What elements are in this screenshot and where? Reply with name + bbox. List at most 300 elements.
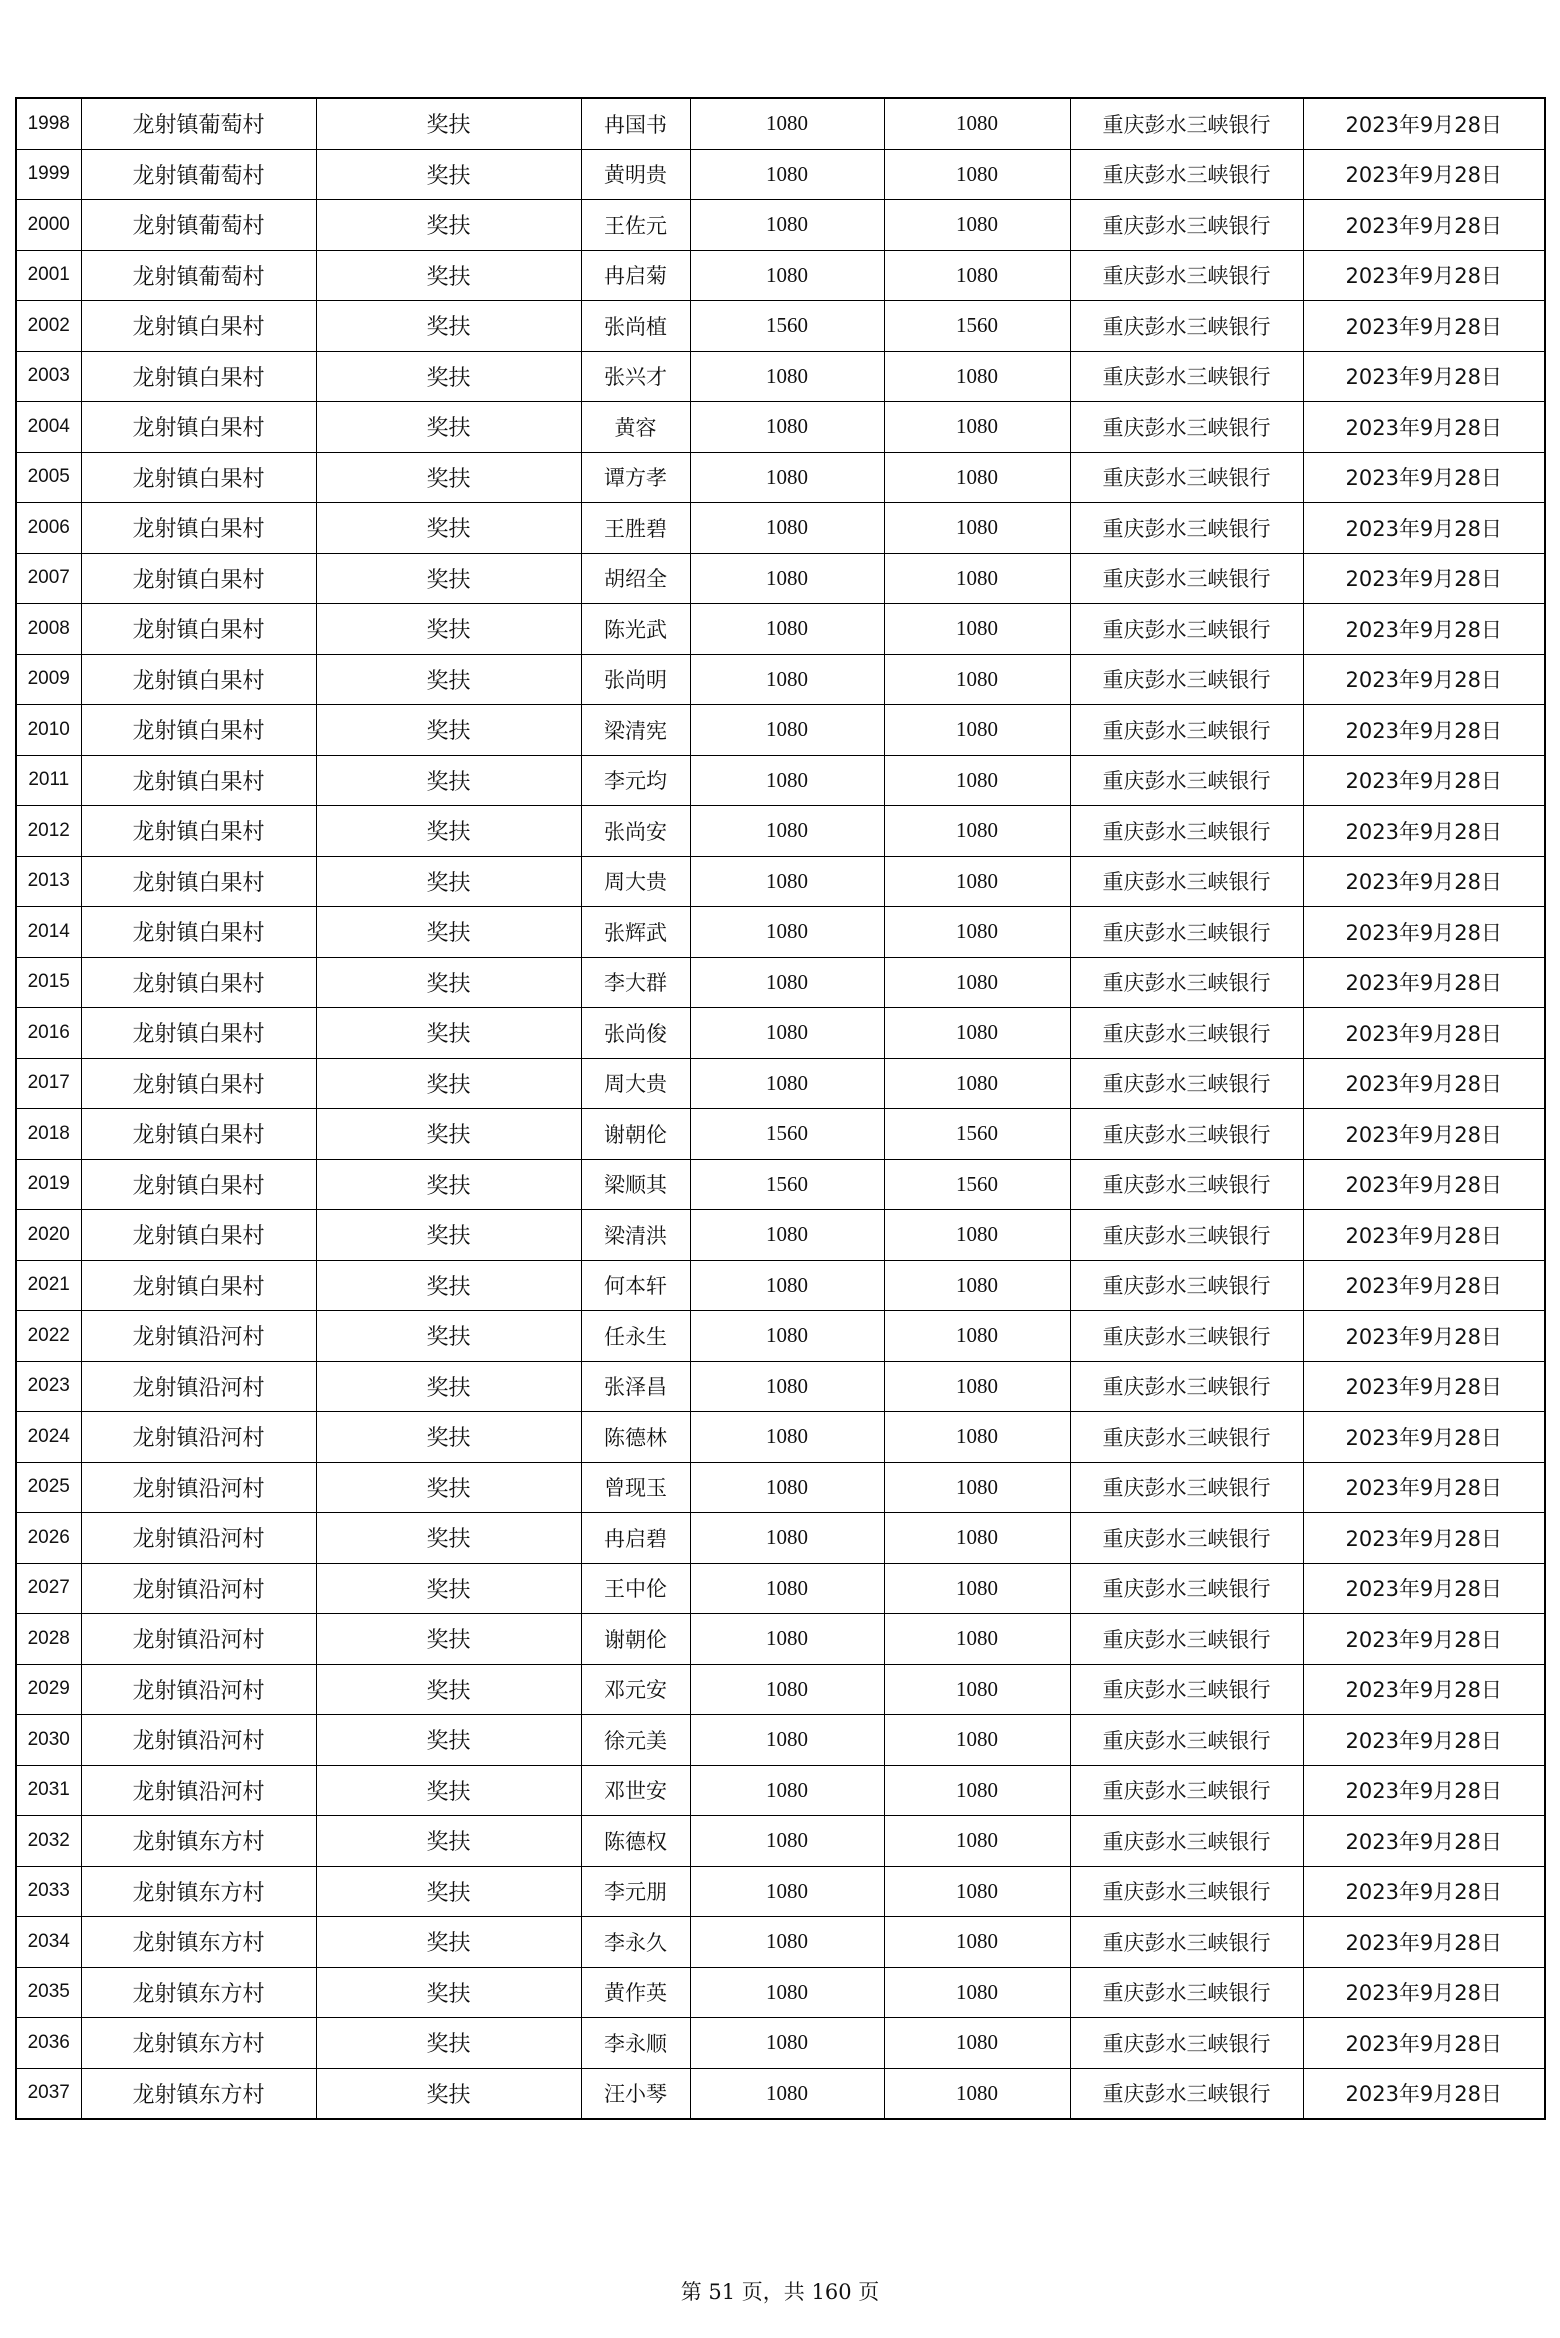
serial-number-cell: 2021 — [16, 1260, 81, 1311]
date-cell: 2023年9月28日 — [1303, 705, 1545, 756]
serial-number-cell: 2011 — [16, 755, 81, 806]
serial-number-cell: 2012 — [16, 806, 81, 857]
bank-cell: 重庆彭水三峡银行 — [1070, 654, 1303, 705]
table-row — [16, 1513, 1545, 1564]
category-cell: 奖扶 — [316, 1866, 581, 1917]
category-cell: 奖扶 — [316, 1159, 581, 1210]
table-row — [16, 705, 1545, 756]
date-cell: 2023年9月28日 — [1303, 654, 1545, 705]
serial-number-cell: 2000 — [16, 200, 81, 251]
village-cell: 龙射镇东方村 — [81, 1816, 316, 1867]
bank-cell: 重庆彭水三峡银行 — [1070, 351, 1303, 402]
serial-number-cell: 2004 — [16, 402, 81, 453]
serial-number-cell: 2014 — [16, 907, 81, 958]
name-cell: 陈德林 — [581, 1412, 690, 1463]
amount-due-cell: 1080 — [690, 1311, 884, 1362]
amount-paid-cell: 1080 — [884, 2068, 1070, 2119]
amount-due-cell: 1080 — [690, 250, 884, 301]
amount-due-cell: 1080 — [690, 1614, 884, 1665]
date-cell: 2023年9月28日 — [1303, 957, 1545, 1008]
name-cell: 李元朋 — [581, 1866, 690, 1917]
category-cell: 奖扶 — [316, 856, 581, 907]
amount-paid-cell: 1080 — [884, 1715, 1070, 1766]
category-cell: 奖扶 — [316, 452, 581, 503]
serial-number-cell: 2010 — [16, 705, 81, 756]
serial-number-cell: 2016 — [16, 1008, 81, 1059]
amount-due-cell: 1560 — [690, 301, 884, 352]
name-cell: 冉启菊 — [581, 250, 690, 301]
village-cell: 龙射镇白果村 — [81, 957, 316, 1008]
amount-paid-cell: 1080 — [884, 1311, 1070, 1362]
date-cell: 2023年9月28日 — [1303, 755, 1545, 806]
date-cell: 2023年9月28日 — [1303, 402, 1545, 453]
amount-due-cell: 1560 — [690, 1159, 884, 1210]
serial-number-cell: 2033 — [16, 1866, 81, 1917]
village-cell: 龙射镇白果村 — [81, 402, 316, 453]
amount-paid-cell: 1080 — [884, 1361, 1070, 1412]
category-cell: 奖扶 — [316, 200, 581, 251]
amount-paid-cell: 1080 — [884, 1513, 1070, 1564]
serial-number-cell: 2002 — [16, 301, 81, 352]
date-cell: 2023年9月28日 — [1303, 1513, 1545, 1564]
table-row — [16, 553, 1545, 604]
serial-number-cell: 2019 — [16, 1159, 81, 1210]
amount-due-cell: 1080 — [690, 200, 884, 251]
category-cell: 奖扶 — [316, 1412, 581, 1463]
amount-due-cell: 1080 — [690, 1866, 884, 1917]
village-cell: 龙射镇沿河村 — [81, 1765, 316, 1816]
serial-number-cell: 2009 — [16, 654, 81, 705]
serial-number-cell: 2036 — [16, 2018, 81, 2069]
category-cell: 奖扶 — [316, 149, 581, 200]
serial-number-cell: 2013 — [16, 856, 81, 907]
name-cell: 梁清洪 — [581, 1210, 690, 1261]
village-cell: 龙射镇沿河村 — [81, 1715, 316, 1766]
category-cell: 奖扶 — [316, 402, 581, 453]
village-cell: 龙射镇沿河村 — [81, 1664, 316, 1715]
village-cell: 龙射镇白果村 — [81, 604, 316, 655]
category-cell: 奖扶 — [316, 351, 581, 402]
category-cell: 奖扶 — [316, 1109, 581, 1160]
table-row — [16, 301, 1545, 352]
serial-number-cell: 2017 — [16, 1058, 81, 1109]
bank-cell: 重庆彭水三峡银行 — [1070, 957, 1303, 1008]
village-cell: 龙射镇白果村 — [81, 705, 316, 756]
date-cell: 2023年9月28日 — [1303, 503, 1545, 554]
serial-number-cell: 2022 — [16, 1311, 81, 1362]
amount-paid-cell: 1080 — [884, 604, 1070, 655]
table-row — [16, 1614, 1545, 1665]
amount-due-cell: 1080 — [690, 1563, 884, 1614]
bank-cell: 重庆彭水三峡银行 — [1070, 301, 1303, 352]
amount-due-cell: 1080 — [690, 907, 884, 958]
amount-paid-cell: 1080 — [884, 856, 1070, 907]
date-cell: 2023年9月28日 — [1303, 856, 1545, 907]
category-cell: 奖扶 — [316, 755, 581, 806]
bank-cell: 重庆彭水三峡银行 — [1070, 856, 1303, 907]
bank-cell: 重庆彭水三峡银行 — [1070, 98, 1303, 149]
amount-paid-cell: 1080 — [884, 1765, 1070, 1816]
village-cell: 龙射镇沿河村 — [81, 1462, 316, 1513]
date-cell: 2023年9月28日 — [1303, 351, 1545, 402]
serial-number-cell: 2035 — [16, 1967, 81, 2018]
table-row — [16, 1765, 1545, 1816]
bank-cell: 重庆彭水三峡银行 — [1070, 1008, 1303, 1059]
name-cell: 张尚明 — [581, 654, 690, 705]
amount-due-cell: 1080 — [690, 1210, 884, 1261]
village-cell: 龙射镇白果村 — [81, 654, 316, 705]
serial-number-cell: 2027 — [16, 1563, 81, 1614]
name-cell: 黄作英 — [581, 1967, 690, 2018]
amount-paid-cell: 1080 — [884, 2018, 1070, 2069]
table-row — [16, 1311, 1545, 1362]
amount-due-cell: 1080 — [690, 452, 884, 503]
date-cell: 2023年9月28日 — [1303, 149, 1545, 200]
date-cell: 2023年9月28日 — [1303, 250, 1545, 301]
serial-number-cell: 2018 — [16, 1109, 81, 1160]
village-cell: 龙射镇白果村 — [81, 1008, 316, 1059]
name-cell: 张辉武 — [581, 907, 690, 958]
bank-cell: 重庆彭水三峡银行 — [1070, 2068, 1303, 2119]
date-cell: 2023年9月28日 — [1303, 1008, 1545, 1059]
amount-paid-cell: 1080 — [884, 402, 1070, 453]
bank-cell: 重庆彭水三峡银行 — [1070, 1563, 1303, 1614]
village-cell: 龙射镇沿河村 — [81, 1513, 316, 1564]
name-cell: 谢朝伦 — [581, 1109, 690, 1160]
amount-due-cell: 1080 — [690, 1715, 884, 1766]
category-cell: 奖扶 — [316, 1513, 581, 1564]
amount-due-cell: 1080 — [690, 1361, 884, 1412]
bank-cell: 重庆彭水三峡银行 — [1070, 553, 1303, 604]
table-row — [16, 1917, 1545, 1968]
village-cell: 龙射镇白果村 — [81, 1109, 316, 1160]
category-cell: 奖扶 — [316, 98, 581, 149]
amount-paid-cell: 1080 — [884, 755, 1070, 806]
category-cell: 奖扶 — [316, 1311, 581, 1362]
date-cell: 2023年9月28日 — [1303, 301, 1545, 352]
table-row — [16, 654, 1545, 705]
amount-paid-cell: 1080 — [884, 1260, 1070, 1311]
village-cell: 龙射镇白果村 — [81, 1210, 316, 1261]
name-cell: 谢朝伦 — [581, 1614, 690, 1665]
name-cell: 张尚安 — [581, 806, 690, 857]
name-cell: 黄容 — [581, 402, 690, 453]
category-cell: 奖扶 — [316, 957, 581, 1008]
serial-number-cell: 2029 — [16, 1664, 81, 1715]
name-cell: 黄明贵 — [581, 149, 690, 200]
date-cell: 2023年9月28日 — [1303, 604, 1545, 655]
amount-paid-cell: 1080 — [884, 1664, 1070, 1715]
amount-due-cell: 1080 — [690, 149, 884, 200]
name-cell: 邓世安 — [581, 1765, 690, 1816]
amount-paid-cell: 1080 — [884, 1210, 1070, 1261]
village-cell: 龙射镇白果村 — [81, 503, 316, 554]
serial-number-cell: 2015 — [16, 957, 81, 1008]
date-cell: 2023年9月28日 — [1303, 1967, 1545, 2018]
amount-paid-cell: 1080 — [884, 1816, 1070, 1867]
table-row — [16, 1361, 1545, 1412]
serial-number-cell: 2026 — [16, 1513, 81, 1564]
village-cell: 龙射镇白果村 — [81, 553, 316, 604]
serial-number-cell: 2025 — [16, 1462, 81, 1513]
village-cell: 龙射镇沿河村 — [81, 1563, 316, 1614]
bank-cell: 重庆彭水三峡银行 — [1070, 1513, 1303, 1564]
serial-number-cell: 2031 — [16, 1765, 81, 1816]
bank-cell: 重庆彭水三峡银行 — [1070, 1260, 1303, 1311]
amount-due-cell: 1560 — [690, 1109, 884, 1160]
name-cell: 张泽昌 — [581, 1361, 690, 1412]
date-cell: 2023年9月28日 — [1303, 1664, 1545, 1715]
name-cell: 曾现玉 — [581, 1462, 690, 1513]
amount-paid-cell: 1560 — [884, 1159, 1070, 1210]
date-cell: 2023年9月28日 — [1303, 907, 1545, 958]
amount-due-cell: 1080 — [690, 1462, 884, 1513]
table-row — [16, 98, 1545, 149]
table-row — [16, 1260, 1545, 1311]
village-cell: 龙射镇白果村 — [81, 351, 316, 402]
amount-paid-cell: 1080 — [884, 250, 1070, 301]
name-cell: 王佐元 — [581, 200, 690, 251]
amount-due-cell: 1080 — [690, 553, 884, 604]
date-cell: 2023年9月28日 — [1303, 2068, 1545, 2119]
category-cell: 奖扶 — [316, 553, 581, 604]
amount-due-cell: 1080 — [690, 604, 884, 655]
table-row — [16, 200, 1545, 251]
amount-paid-cell: 1080 — [884, 1412, 1070, 1463]
name-cell: 胡绍全 — [581, 553, 690, 604]
name-cell: 李大群 — [581, 957, 690, 1008]
table-row — [16, 604, 1545, 655]
amount-due-cell: 1080 — [690, 1664, 884, 1715]
amount-paid-cell: 1080 — [884, 957, 1070, 1008]
bank-cell: 重庆彭水三峡银行 — [1070, 149, 1303, 200]
date-cell: 2023年9月28日 — [1303, 1311, 1545, 1362]
amount-paid-cell: 1080 — [884, 1614, 1070, 1665]
date-cell: 2023年9月28日 — [1303, 1715, 1545, 1766]
date-cell: 2023年9月28日 — [1303, 1260, 1545, 1311]
table-row — [16, 1008, 1545, 1059]
amount-due-cell: 1080 — [690, 2068, 884, 2119]
payment-table — [15, 97, 1546, 2120]
category-cell: 奖扶 — [316, 654, 581, 705]
table-row — [16, 149, 1545, 200]
village-cell: 龙射镇白果村 — [81, 806, 316, 857]
village-cell: 龙射镇东方村 — [81, 2068, 316, 2119]
village-cell: 龙射镇葡萄村 — [81, 250, 316, 301]
amount-due-cell: 1080 — [690, 1008, 884, 1059]
amount-paid-cell: 1080 — [884, 1462, 1070, 1513]
table-row — [16, 1715, 1545, 1766]
date-cell: 2023年9月28日 — [1303, 452, 1545, 503]
village-cell: 龙射镇白果村 — [81, 907, 316, 958]
amount-paid-cell: 1080 — [884, 1967, 1070, 2018]
category-cell: 奖扶 — [316, 2068, 581, 2119]
bank-cell: 重庆彭水三峡银行 — [1070, 1210, 1303, 1261]
date-cell: 2023年9月28日 — [1303, 1765, 1545, 1816]
date-cell: 2023年9月28日 — [1303, 1462, 1545, 1513]
name-cell: 李永久 — [581, 1917, 690, 1968]
table-row — [16, 1664, 1545, 1715]
bank-cell: 重庆彭水三峡银行 — [1070, 1816, 1303, 1867]
table-row — [16, 2018, 1545, 2069]
date-cell: 2023年9月28日 — [1303, 200, 1545, 251]
date-cell: 2023年9月28日 — [1303, 2018, 1545, 2069]
table-row — [16, 1563, 1545, 1614]
amount-due-cell: 1080 — [690, 2018, 884, 2069]
amount-due-cell: 1080 — [690, 1765, 884, 1816]
name-cell: 梁清宪 — [581, 705, 690, 756]
bank-cell: 重庆彭水三峡银行 — [1070, 250, 1303, 301]
amount-paid-cell: 1080 — [884, 907, 1070, 958]
bank-cell: 重庆彭水三峡银行 — [1070, 200, 1303, 251]
amount-due-cell: 1080 — [690, 1816, 884, 1867]
serial-number-cell: 1999 — [16, 149, 81, 200]
amount-paid-cell: 1080 — [884, 705, 1070, 756]
serial-number-cell: 2003 — [16, 351, 81, 402]
amount-due-cell: 1080 — [690, 351, 884, 402]
serial-number-cell: 2034 — [16, 1917, 81, 1968]
category-cell: 奖扶 — [316, 2018, 581, 2069]
table-row — [16, 503, 1545, 554]
category-cell: 奖扶 — [316, 1462, 581, 1513]
village-cell: 龙射镇东方村 — [81, 1917, 316, 1968]
village-cell: 龙射镇白果村 — [81, 452, 316, 503]
bank-cell: 重庆彭水三峡银行 — [1070, 1715, 1303, 1766]
bank-cell: 重庆彭水三峡银行 — [1070, 806, 1303, 857]
table-row — [16, 806, 1545, 857]
category-cell: 奖扶 — [316, 1210, 581, 1261]
name-cell: 何本轩 — [581, 1260, 690, 1311]
village-cell: 龙射镇东方村 — [81, 2018, 316, 2069]
category-cell: 奖扶 — [316, 1816, 581, 1867]
bank-cell: 重庆彭水三峡银行 — [1070, 604, 1303, 655]
serial-number-cell: 2023 — [16, 1361, 81, 1412]
serial-number-cell: 2028 — [16, 1614, 81, 1665]
table-row — [16, 250, 1545, 301]
bank-cell: 重庆彭水三峡银行 — [1070, 1412, 1303, 1463]
name-cell: 徐元美 — [581, 1715, 690, 1766]
amount-paid-cell: 1080 — [884, 1917, 1070, 1968]
village-cell: 龙射镇沿河村 — [81, 1614, 316, 1665]
bank-cell: 重庆彭水三峡银行 — [1070, 1311, 1303, 1362]
name-cell: 陈德权 — [581, 1816, 690, 1867]
amount-paid-cell: 1080 — [884, 1058, 1070, 1109]
category-cell: 奖扶 — [316, 1715, 581, 1766]
village-cell: 龙射镇东方村 — [81, 1866, 316, 1917]
table-row — [16, 1109, 1545, 1160]
category-cell: 奖扶 — [316, 1917, 581, 1968]
table-row — [16, 402, 1545, 453]
bank-cell: 重庆彭水三峡银行 — [1070, 1462, 1303, 1513]
date-cell: 2023年9月28日 — [1303, 1563, 1545, 1614]
name-cell: 梁顺其 — [581, 1159, 690, 1210]
village-cell: 龙射镇白果村 — [81, 1058, 316, 1109]
amount-due-cell: 1080 — [690, 957, 884, 1008]
amount-due-cell: 1080 — [690, 1412, 884, 1463]
name-cell: 任永生 — [581, 1311, 690, 1362]
table-row — [16, 1412, 1545, 1463]
amount-paid-cell: 1080 — [884, 553, 1070, 604]
name-cell: 陈光武 — [581, 604, 690, 655]
table-row — [16, 1866, 1545, 1917]
village-cell: 龙射镇葡萄村 — [81, 98, 316, 149]
bank-cell: 重庆彭水三峡银行 — [1070, 402, 1303, 453]
serial-number-cell: 1998 — [16, 98, 81, 149]
date-cell: 2023年9月28日 — [1303, 806, 1545, 857]
name-cell: 邓元安 — [581, 1664, 690, 1715]
category-cell: 奖扶 — [316, 1765, 581, 1816]
category-cell: 奖扶 — [316, 806, 581, 857]
bank-cell: 重庆彭水三峡银行 — [1070, 755, 1303, 806]
name-cell: 王胜碧 — [581, 503, 690, 554]
table-row — [16, 1462, 1545, 1513]
table-row — [16, 856, 1545, 907]
bank-cell: 重庆彭水三峡银行 — [1070, 1109, 1303, 1160]
serial-number-cell: 2006 — [16, 503, 81, 554]
amount-paid-cell: 1080 — [884, 351, 1070, 402]
bank-cell: 重庆彭水三峡银行 — [1070, 1765, 1303, 1816]
name-cell: 谭方孝 — [581, 452, 690, 503]
category-cell: 奖扶 — [316, 1614, 581, 1665]
table-row — [16, 755, 1545, 806]
name-cell: 李永顺 — [581, 2018, 690, 2069]
amount-paid-cell: 1080 — [884, 1008, 1070, 1059]
category-cell: 奖扶 — [316, 1361, 581, 1412]
bank-cell: 重庆彭水三峡银行 — [1070, 907, 1303, 958]
table-row — [16, 1967, 1545, 2018]
table-row — [16, 907, 1545, 958]
date-cell: 2023年9月28日 — [1303, 98, 1545, 149]
table-row — [16, 351, 1545, 402]
name-cell: 周大贵 — [581, 1058, 690, 1109]
bank-cell: 重庆彭水三峡银行 — [1070, 1866, 1303, 1917]
category-cell: 奖扶 — [316, 705, 581, 756]
village-cell: 龙射镇沿河村 — [81, 1311, 316, 1362]
serial-number-cell: 2008 — [16, 604, 81, 655]
date-cell: 2023年9月28日 — [1303, 1866, 1545, 1917]
table-row — [16, 1210, 1545, 1261]
village-cell: 龙射镇葡萄村 — [81, 200, 316, 251]
table-body — [16, 98, 1545, 2119]
amount-paid-cell: 1080 — [884, 1866, 1070, 1917]
category-cell: 奖扶 — [316, 1260, 581, 1311]
category-cell: 奖扶 — [316, 604, 581, 655]
name-cell: 李元均 — [581, 755, 690, 806]
amount-paid-cell: 1080 — [884, 503, 1070, 554]
serial-number-cell: 2024 — [16, 1412, 81, 1463]
bank-cell: 重庆彭水三峡银行 — [1070, 2018, 1303, 2069]
category-cell: 奖扶 — [316, 1008, 581, 1059]
amount-due-cell: 1080 — [690, 806, 884, 857]
date-cell: 2023年9月28日 — [1303, 1412, 1545, 1463]
village-cell: 龙射镇白果村 — [81, 1159, 316, 1210]
bank-cell: 重庆彭水三峡银行 — [1070, 1361, 1303, 1412]
date-cell: 2023年9月28日 — [1303, 1917, 1545, 1968]
name-cell: 汪小琴 — [581, 2068, 690, 2119]
serial-number-cell: 2007 — [16, 553, 81, 604]
table-row — [16, 1159, 1545, 1210]
amount-due-cell: 1080 — [690, 654, 884, 705]
village-cell: 龙射镇葡萄村 — [81, 149, 316, 200]
table-row — [16, 957, 1545, 1008]
name-cell: 冉国书 — [581, 98, 690, 149]
village-cell: 龙射镇白果村 — [81, 1260, 316, 1311]
name-cell: 张兴才 — [581, 351, 690, 402]
village-cell: 龙射镇东方村 — [81, 1967, 316, 2018]
name-cell: 王中伦 — [581, 1563, 690, 1614]
name-cell: 周大贵 — [581, 856, 690, 907]
amount-due-cell: 1080 — [690, 856, 884, 907]
